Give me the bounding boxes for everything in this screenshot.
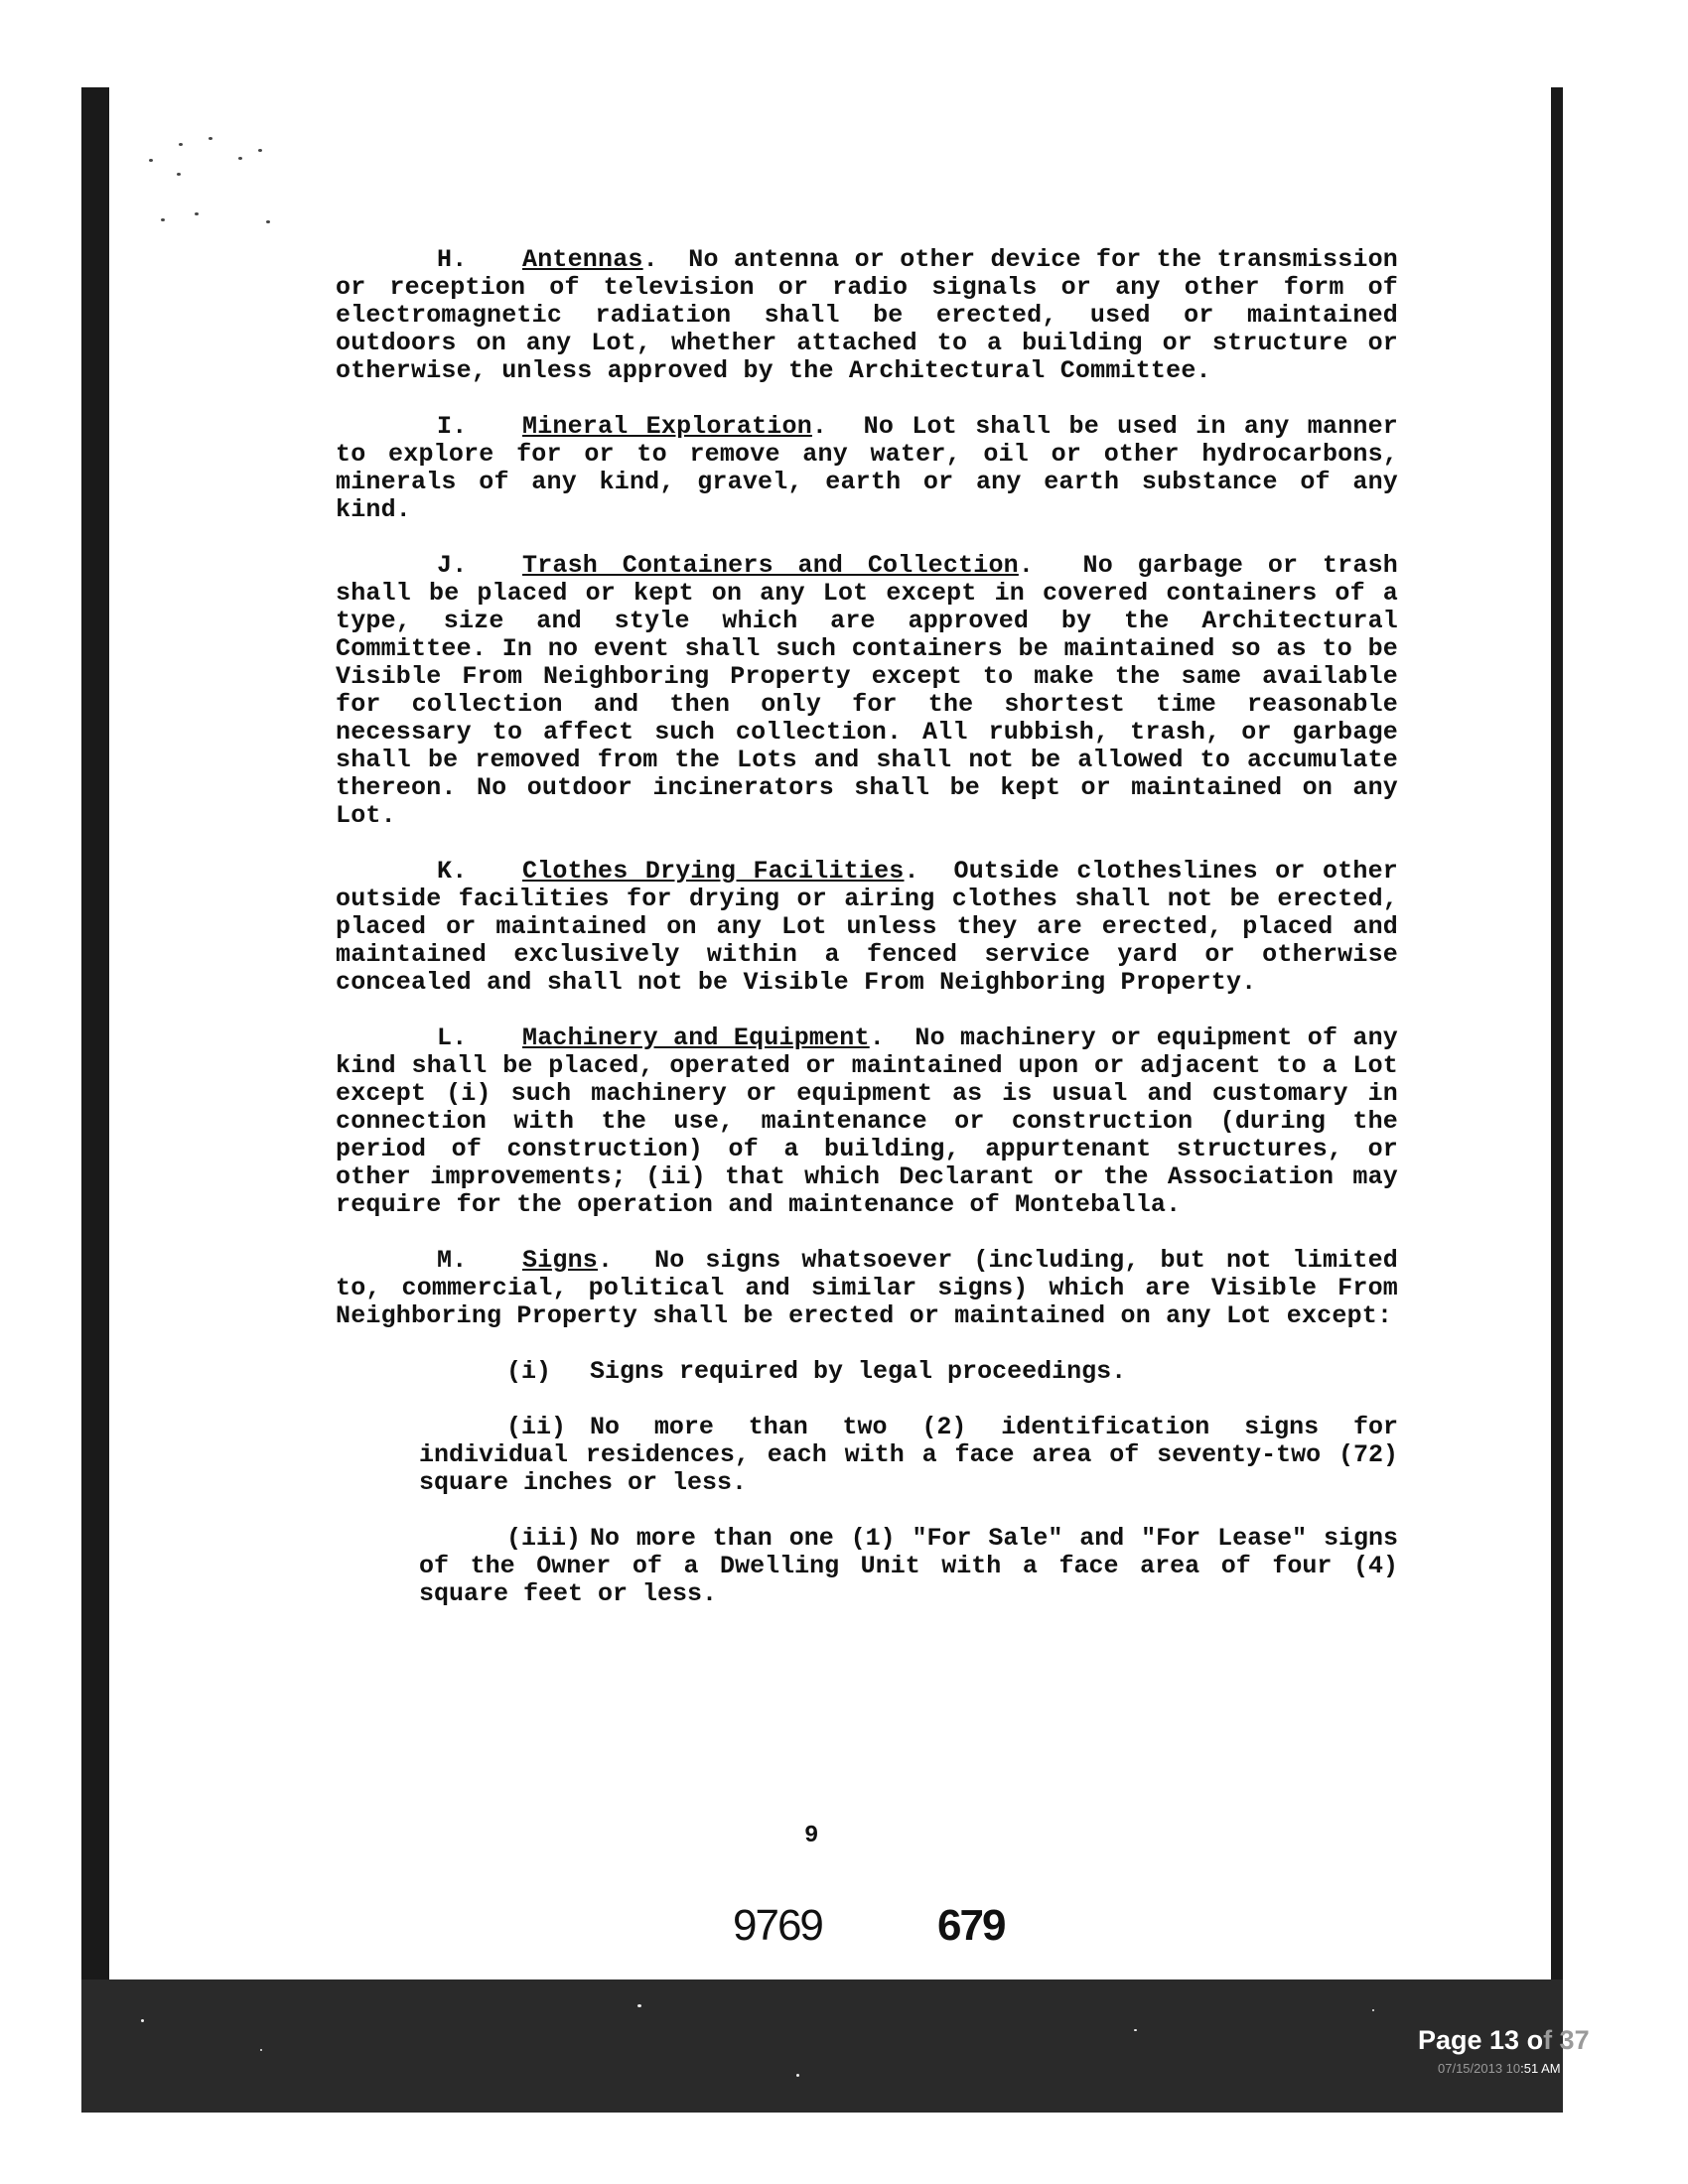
section-h: H. Antennas. No antenna or other device for the transmission or reception of television or radio signals or any other form of electromagnetic radiation shall be erected, used or maintained outdoors on any Lot, whether attached to a building or structure or otherwise, unless approved by the Architectural Committee. [336, 245, 1399, 385]
timestamp-suffix: :51 AM [1520, 2061, 1561, 2076]
section-body: No signs whatsoever (including, but not limited to, commercial, political and similar signs) which are Visible From Neighboring Property shall be erected or maintained on any Lot except: [336, 1246, 1399, 1330]
section-body: No antenna or other device for the transmission or reception of television or radio signals or any other form of electromagnetic radiation shall be erected, used or maintained outdoors on any Lot, whether attached to a building or structure or otherwise, unless approved by the Architectural Committee. [336, 245, 1399, 385]
section-letter: K. [437, 857, 468, 886]
recording-stamp-left: 9769 [733, 1901, 822, 1950]
page-indicator-suffix: f 37 [1543, 2025, 1590, 2055]
section-title: Clothes Drying Facilities [522, 857, 905, 886]
subitem-number: (ii) [506, 1413, 567, 1441]
scan-specks [139, 129, 278, 238]
subitem-text: No more than two (2) identification signs for individual residences, each with a face area of seventy-two (72) square inches or less. [419, 1413, 1398, 1497]
viewer-timestamp [1438, 2061, 1561, 2076]
subitem-number: (iii) [506, 1524, 582, 1553]
section-letter: M. [437, 1246, 468, 1275]
section-body: Outside clotheslines or other outside facilities for drying or airing clothes shall not be erected, placed or maintained on any Lot unless they are erected, placed and maintained exclusively within a fenced service yard or otherwise concealed and shall not be Visible From Neighboring Property. [336, 857, 1399, 997]
subitem-text: Signs required by legal proceedings. [590, 1357, 1127, 1386]
sign-subitem [419, 1414, 1398, 1497]
section-letter: H. [437, 245, 468, 274]
subitem-text: No more than one (1) "For Sale" and "For Lease" signs of the Owner of a Dwelling Unit with a face area of four (4) square feet or less. [419, 1524, 1398, 1608]
section-k: K. Clothes Drying Facilities. Outside clotheslines or other outside facilities for drying or airing clothes shall not be erected, placed or maintained on any Lot unless they are erected, placed and maintained exclusively within a fenced service yard or otherwise concealed and shall not be Visible From Neighboring Property. [336, 857, 1399, 997]
sign-subitem [419, 1525, 1398, 1608]
scan-bottom-band [81, 1979, 1563, 2113]
section-letter: J. [437, 551, 468, 580]
section-title: Trash Containers and Collection [522, 551, 1019, 580]
sign-subitem [419, 1358, 1398, 1386]
recording-stamp-right: 679 [937, 1901, 1005, 1950]
section-i: I. Mineral Exploration. No Lot shall be used in any manner to explore for or to remove any water, oil or other hydrocarbons, minerals of any kind, gravel, earth or any earth substance of any kind. [336, 412, 1399, 524]
section-m: M. Signs. No signs whatsoever (including, but not limited to, commercial, political and similar signs) which are Visible From Neighboring Property shall be erected or maintained on any Lot except: [336, 1246, 1399, 1330]
section-title: Mineral Exploration [522, 412, 812, 441]
section-body: No garbage or trash shall be placed or kept on any Lot except in covered containers of a type, size and style which are approved by the Architectural Committee. In no event shall such containers be maintained so as to be Visible From Neighboring Property except to make the same available for collection and then only for the shortest time reasonable necessary to affect such collection. All rubbish, trash, or garbage shall be removed from the Lots and shall not be allowed to accumulate thereon. No outdoor incinerators shall be kept or maintained on any Lot. [336, 551, 1398, 830]
section-title: Machinery and Equipment [522, 1024, 870, 1052]
section-l: L. Machinery and Equipment. No machinery or equipment of any kind shall be placed, operated or maintained upon or adjacent to a Lot except (i) such machinery or equipment as is usual and customary in connection with the use, maintenance or construction (during the period of construction) of a building, appurtenant structures, or other improvements; (ii) that which Declarant or the Association may require for the operation and maintenance of Monteballa. [336, 1024, 1399, 1219]
section-body: No Lot shall be used in any manner to explore for or to remove any water, oil or other hydrocarbons, minerals of any kind, gravel, earth or any earth substance of any kind. [336, 412, 1399, 524]
subitem-number: (i) [506, 1357, 552, 1386]
document-body [336, 246, 1398, 1636]
section-title: Signs [522, 1246, 599, 1275]
viewer-page-indicator [1418, 2025, 1590, 2056]
section-letter: L. [437, 1024, 468, 1052]
section-j: J. Trash Containers and Collection. No garbage or trash shall be placed or kept on any Lot except in covered containers of a type, size and style which are approved by the Architectural Committee. In no event shall such containers be maintained so as to be Visible From Neighboring Property except to make the same available for collection and then only for the shortest time reasonable necessary to affect such collection. All rubbish, trash, or garbage shall be removed from the Lots and shall not be allowed to accumulate thereon. No outdoor incinerators shall be kept or maintained on any Lot. [336, 551, 1398, 830]
section-body: No machinery or equipment of any kind shall be placed, operated or maintained upon or adjacent to a Lot except (i) such machinery or equipment as is usual and customary in connection with the use, maintenance or construction (during the period of construction) of a building, appurtenant structures, or other improvements; (ii) that which Declarant or the Association may require for the operation and maintenance of Monteballa. [336, 1024, 1399, 1219]
page-indicator-prefix: Page 13 o [1418, 2025, 1544, 2055]
page-number: 9 [804, 1823, 819, 1849]
timestamp-prefix: 07/15/2013 10 [1438, 2061, 1521, 2076]
section-title: Antennas [522, 245, 643, 274]
section-letter: I. [437, 412, 468, 441]
